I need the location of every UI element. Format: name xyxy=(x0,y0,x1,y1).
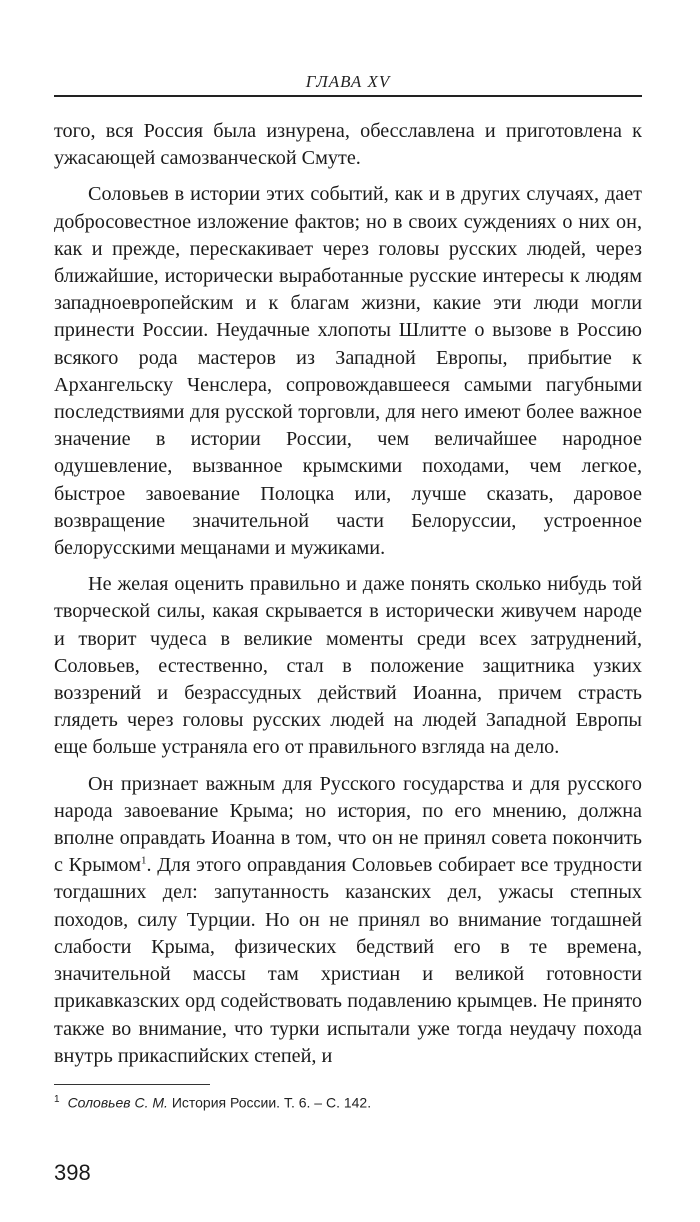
footnote-mark: 1 xyxy=(54,1094,60,1105)
paragraph-4 xyxy=(54,771,642,1070)
footnote-author: Соловьев С. М. xyxy=(67,1094,168,1111)
header-rule xyxy=(54,95,642,97)
paragraph-2: Соловьев в истории этих событий, как и в других случаях, дает добросовестное изложение фактов; но в своих суждениях о них он, как и прежде, перескакивает через головы русских людей, через ближайшие, исторически выработанные русские интересы к людям западноевропейским и к благам жизни, какие эти люди могли принести России. Неудачные хлопоты Шлитте о вызове в Россию всякого рода мастеров из Западной Европы, прибытие к Архангельску Ченслера, сопровождавшееся самыми пагубными последствиями для русской торговли, для него имеют более важное значение в истории России, чем величайшее народное одушевление, вызванное крымскими походами, чем легкое, быстрое завоевание Полоцка или, лучше сказать, даровое возвращение значительной части Белоруссии, устроенное белорусскими мещанами и мужиками. xyxy=(54,183,642,560)
footnote xyxy=(54,1094,642,1111)
running-head: ГЛАВА XV xyxy=(305,72,391,91)
page-number: 398 xyxy=(54,1160,91,1185)
paragraph-4-part-1: Он признает важным для Русского государства и для русского народа завоевание Крыма; но история, по его мнению, должна вполне оправдать Иоанна в том, что он не принял совета покончить с Крымом xyxy=(54,772,642,877)
paragraph-3: Не желая оценить правильно и даже понять сколько нибудь той творческой силы, какая скрывается в исторически живучем народе и творит чудеса в великие моменты среди всех затруднений, Соловьев, естественно, стал в положение защитника узких воззрений и безрассудных действий Иоанна, причем страсть глядеть через головы русских людей на людей Западной Европы еще больше устраняла его от правильного взгляда на дело. xyxy=(54,573,642,759)
footnote-rule xyxy=(54,1084,210,1085)
body-text xyxy=(54,118,642,1079)
footnote-reference: 1 xyxy=(141,854,147,867)
footnote-text: История России. Т. 6. – С. 142. xyxy=(171,1094,372,1111)
paragraph-1: того, вся Россия была изнурена, обесславлена и приготовлена к ужасающей самозванческой Смуте. xyxy=(54,120,642,170)
paragraph-4-part-2: . Для этого оправдания Соловьев собирает все трудности тогдашних дел: запутанность казанских дел, ужасы степных походов, силу Турции. Но он не принял во внимание тогдашней слабости Крыма, физических бедствий его в те времена, значительной массы там христиан и великой готовности прикавказских орд содействовать подавлению крымцев. Не принято также во внимание, что турки испытали уже тогда неудачу похода внутрь прикаспийских степей, и xyxy=(54,854,642,1067)
